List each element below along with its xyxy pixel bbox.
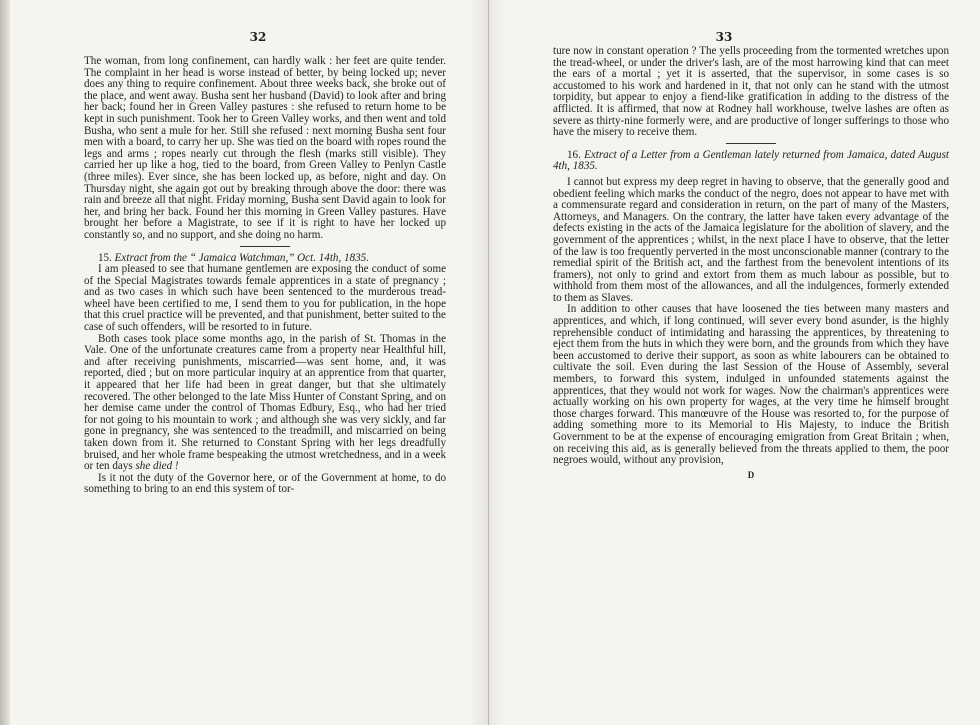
- signature-mark: D: [747, 469, 755, 480]
- paragraph: I cannot but express my deep regret in having to observe, that the generally good and obedient feeling which marks the conduct of the negro, does not appear to have met with a commensurate regard and consideration in return, on the part of many of the Masters, Attorneys, and Managers. On the contrary, the latter have taken every advantage of the defects existing in the acts of the Jamaica legislature for the abolition of slavery, and the government of the apprentices ; whilst, in the next place I have to observe, that the letter of the law is too frequently perverted in the most unconscionable manner (contrary to the remedial spirit of the British act, and the farthest from the benevolent intentions of its framers), not only to grind and extort from them as much labour as possible, but to withhold from them most of the allowances, and all the indulgences, formerly extended to them as Slaves.: [553, 175, 949, 304]
- paragraph: In addition to other causes that have loosened the ties between many masters and apprentices, and which, if long continued, will sever every bond asunder, is the highly reprehensible conduct of intimidating and harassing the apprentices, by threatening to eject them from the huts in which they were born, and the grounds from which they have been accustomed to derive their support, as soon as white labourers can be obtained to cultivate the soil. Even during the last Session of the House of Assembly, several members, to forward this system, indulged in unfounded statements against the apprentices, that they would not work for wages. Now the chairman's apprentices were actually working on his own property for wages, at the very time he himself brought those charges forward. This manœuvre of the House was resorted to, for the purpose of adding something more to its Memorial to His Majesty, to induce the British Government to be at the expense of encouraging emigration from Great Britain ; when, on receiving this aid, as is generally believed from the threats applied to them, the poor negroes would, without any provision,: [553, 303, 949, 467]
- section-heading: [553, 150, 949, 173]
- right-page-text: [553, 46, 949, 481]
- paragraph: The woman, from long confinement, can hardly walk : her feet are quite tender. The complaint in her head is worse instead of better, by being locked up; never does any thing to require confinement. About three weeks back, she broke out of the place, and went away. Busha sent her husband (David) to look after and bring her back; found her in Green Valley pastures : she refused to return home to be kept in such punishment. Took her to Green Valley works, and then went and told Busha, who sent a mule for her. Still she refused : next morning Busha sent four men with a board, to carry her up. She was tied on the board with ropes round the legs and arms ; ropes nearly cut through the flesh (marks still visible). They carried her up like a hog, tied to the board, from Green Valley to Penlyn Castle (three miles). Ever since, she has been locked up, as before, night and day. On Thursday night, she again got out by breaking through above the door: there was rain and breeze all that night. Friday morning, Busha sent David again to look for her, and bring her back. Found her this morning in Green Valley pastures. Have brought her before a Magistrate, to see if it is right to have her locked up constantly so, and no support, and she doing no harm.: [84, 55, 446, 241]
- paragraph: I am pleased to see that humane gentlemen are exposing the conduct of some of the Special Magistrates towards female apprentices in a state of pregnancy ; and as two cases in which such have been sentenced to the murderous tread-wheel have been certified to me, I send them to you for publication, in the hope that this cruel practice will be prevented, and that punishment, better suited to the case of such offenders, will be resorted to in future.: [84, 263, 446, 334]
- paragraph: [84, 334, 446, 473]
- left-page-text: [84, 56, 446, 496]
- paragraph-text: Both cases took place some months ago, in the parish of St. Thomas in the Vale. One of the unfortunate creatures came from a property near Healthful hill, and after receiving punishments, miscarried—was sent home, and, it was reported, died ; but on more particular inquiry at an apprentice from that quarter, it appeared that her life had been in great danger, but that she ultimately recovered. The other belonged to the late Miss Hunter of Constant Spring, and on her demise came under the control of Thomas Edbury, Esq., who had her tried for not going to his mountain to work ; and although she was very sickly, and far gone in pregnancy, she was sentenced to the treadmill, and miscarried on being taken down from it. She returned to Constant Spring with her legs dreadfully bruised, and her whole frame bespeaking the utmost wretchedness, and in a week or ten days: [84, 332, 446, 473]
- section-title: Extract from the “ Jamaica Watchman,” Oct. 14th, 1835.: [114, 251, 369, 264]
- emphasis: she died !: [135, 460, 179, 473]
- right-page: [489, 0, 980, 725]
- page-number: 32: [249, 30, 267, 44]
- paragraph: ture now in constant operation ? The yells proceeding from the tormented wretches upon the tread-wheel, or under the driver's lash, are of the most harrowing kind that can meet the ears of a mortal ; yet it is asserted, that the supervisor, in some cases is so accustomed to his work and hardened in it, that not only can he stand with the utmost torpidity, but appear to enjoy a fiend-like gratification in adding to the distress of the afflicted. It is affirmed, that now at Rodney hall workhouse, twelve lashes are often as severe as thirty-nine formerly were, and are productive of longer sufferings to those who have the misery to receive them.: [553, 45, 949, 139]
- left-page: [0, 0, 489, 725]
- page-number: 33: [715, 30, 733, 44]
- section-title: Extract of a Letter from a Gentleman lately returned from Jamaica, dated August 4th, 1835.: [553, 148, 949, 173]
- page-edge: [0, 0, 10, 725]
- section-number: 15.: [98, 251, 112, 264]
- section-number: 16.: [567, 148, 581, 161]
- paragraph: Is it not the duty of the Governor here, or of the Government at home, to do something to bring to an end this system of tor-: [84, 471, 446, 496]
- section-divider: [240, 246, 290, 247]
- section-divider: [726, 143, 776, 144]
